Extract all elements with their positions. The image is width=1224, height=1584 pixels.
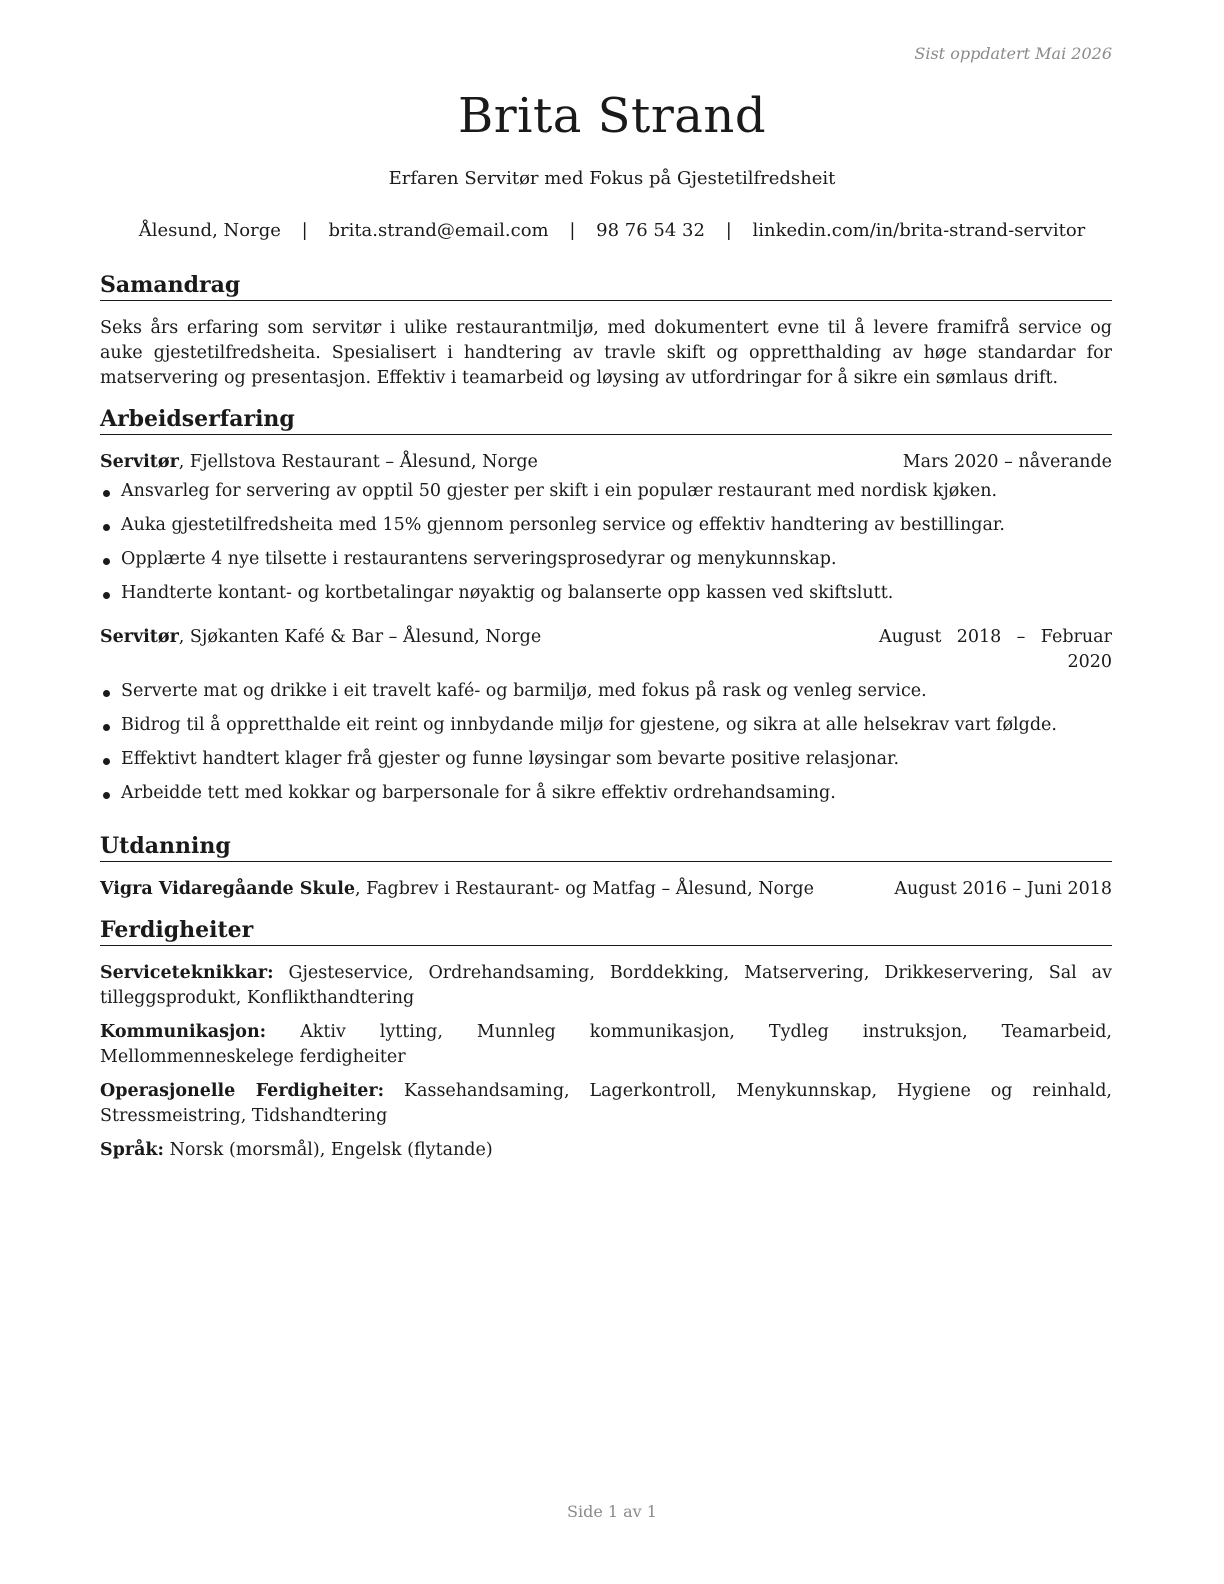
skill-items: Kassehandsaming, Lagerkontroll, Menykunnskap, Hygiene og reinhald, Stressmeistring, Tidshandtering (100, 1081, 1112, 1126)
skill-group (100, 1079, 1112, 1129)
skills-section (100, 916, 1112, 1172)
skills-list (100, 961, 1112, 1163)
job-entry (100, 625, 1112, 806)
bullet-icon (103, 592, 110, 599)
contact-separator: | (569, 220, 576, 241)
job-bullet (100, 479, 1112, 504)
summary-section (100, 271, 1112, 391)
page-number: Side 1 av 1 (567, 1502, 657, 1521)
job-bullet (100, 581, 1112, 606)
bullet-text: Ansvarleg for servering av opptil 50 gjester per skift i ein populær restaurant med nordisk kjøken. (121, 481, 998, 501)
section-title-experience: Arbeidserfaring (100, 405, 1112, 435)
job-bullets (100, 679, 1112, 806)
skill-label: Språk: (100, 1140, 165, 1160)
last-updated-note: Sist oppdatert Mai 2026 (914, 44, 1112, 63)
contact-separator: | (725, 220, 732, 241)
job-employer: , Fjellstova Restaurant – Ålesund, Norge (178, 452, 538, 472)
contact-email[interactable]: brita.strand@email.com (328, 220, 549, 241)
bullet-icon (103, 690, 110, 697)
summary-text: Seks års erfaring som servitør i ulike restaurantmiljø, med dokumentert evne til å levere framifrå service og auke gjestetilfredsheita. Spesialisert i handtering av travle skift og oppretthalding av høge standardar for matservering og presentasjon. Effektiv i teamarbeid og løysing av utfordringar for å sikre ein sømlaus drift. (100, 318, 1112, 388)
job-bullet (100, 781, 1112, 806)
job-bullet (100, 679, 1112, 704)
job-entry (100, 450, 1112, 606)
skill-group (100, 961, 1112, 1011)
contact-line (0, 220, 1224, 241)
bullet-text: Bidrog til å oppretthalde eit reint og innbydande miljø for gjestene, og sikra at alle helsekrav vart følgde. (121, 715, 1057, 735)
bullet-text: Serverte mat og drikke i eit travelt kafé- og barmiljø, med fokus på rask og venleg service. (121, 681, 927, 701)
job-header (100, 450, 1112, 475)
job-dates: Mars 2020 – nåverande (902, 452, 1112, 472)
job-employer: , Sjøkanten Kafé & Bar – Ålesund, Norge (178, 627, 542, 647)
skill-group (100, 1020, 1112, 1070)
skill-group (100, 1138, 1112, 1163)
bullet-text: Handterte kontant- og kortbetalingar nøyaktig og balanserte opp kassen ved skiftslutt. (121, 583, 894, 603)
skill-label: Serviceteknikkar: (100, 963, 274, 983)
job-role: Servitør (100, 452, 179, 472)
contact-location: Ålesund, Norge (138, 220, 281, 241)
bullet-text: Auka gjestetilfredsheita med 15% gjennom personleg service og effektiv handtering av bestillingar. (121, 515, 1005, 535)
education-entry (100, 877, 1112, 902)
job-bullet (100, 547, 1112, 572)
bullet-icon (103, 558, 110, 565)
contact-phone[interactable]: 98 76 54 32 (596, 220, 705, 241)
job-bullet (100, 747, 1112, 772)
skill-items: Norsk (morsmål), Engelsk (flytande) (164, 1140, 493, 1160)
education-section (100, 832, 1112, 902)
section-title-summary: Samandrag (100, 271, 1112, 301)
candidate-tagline: Erfaren Servitør med Fokus på Gjestetilfredsheit (388, 168, 836, 189)
bullet-icon (103, 758, 110, 765)
education-school: Vigra Vidaregåande Skule (100, 879, 356, 899)
education-detail: , Fagbrev i Restaurant- og Matfag – Ålesund, Norge (355, 879, 814, 899)
bullet-icon (103, 524, 110, 531)
bullet-icon (103, 490, 110, 497)
education-dates: August 2016 – Juni 2018 (894, 879, 1112, 899)
experience-section (100, 405, 1112, 815)
bullet-text: Opplærte 4 nye tilsette i restaurantens serveringsprosedyrar og menykunnskap. (121, 549, 837, 569)
skill-label: Kommunikasjon: (100, 1022, 267, 1042)
job-header (100, 625, 1112, 675)
job-bullet (100, 513, 1112, 538)
job-bullet (100, 713, 1112, 738)
job-dates: August 2018 – Februar 2020 (879, 627, 1112, 672)
candidate-name: Brita Strand (457, 88, 767, 144)
bullet-icon (103, 724, 110, 731)
bullet-text: Arbeidde tett med kokkar og barpersonale for å sikre effektiv ordrehandsaming. (121, 783, 836, 803)
contact-linkedin[interactable]: linkedin.com/in/brita-strand-servitor (752, 220, 1086, 241)
skill-label: Operasjonelle Ferdigheiter: (100, 1081, 385, 1101)
bullet-text: Effektivt handtert klager frå gjester og funne løysingar som bevarte positive relasjonar. (121, 749, 900, 769)
job-bullets (100, 479, 1112, 606)
section-title-skills: Ferdigheiter (100, 916, 1112, 946)
bullet-icon (103, 792, 110, 799)
skill-items: Aktiv lytting, Munnleg kommunikasjon, Tydleg instruksjon, Teamarbeid, Mellommenneskelege ferdigheiter (100, 1022, 1112, 1067)
job-role: Servitør (100, 627, 179, 647)
skill-items: Gjesteservice, Ordrehandsaming, Borddekking, Matservering, Drikkeservering, Sal av tilleggsprodukt, Konflikthandtering (100, 963, 1112, 1008)
section-title-education: Utdanning (100, 832, 1112, 862)
contact-separator: | (301, 220, 308, 241)
